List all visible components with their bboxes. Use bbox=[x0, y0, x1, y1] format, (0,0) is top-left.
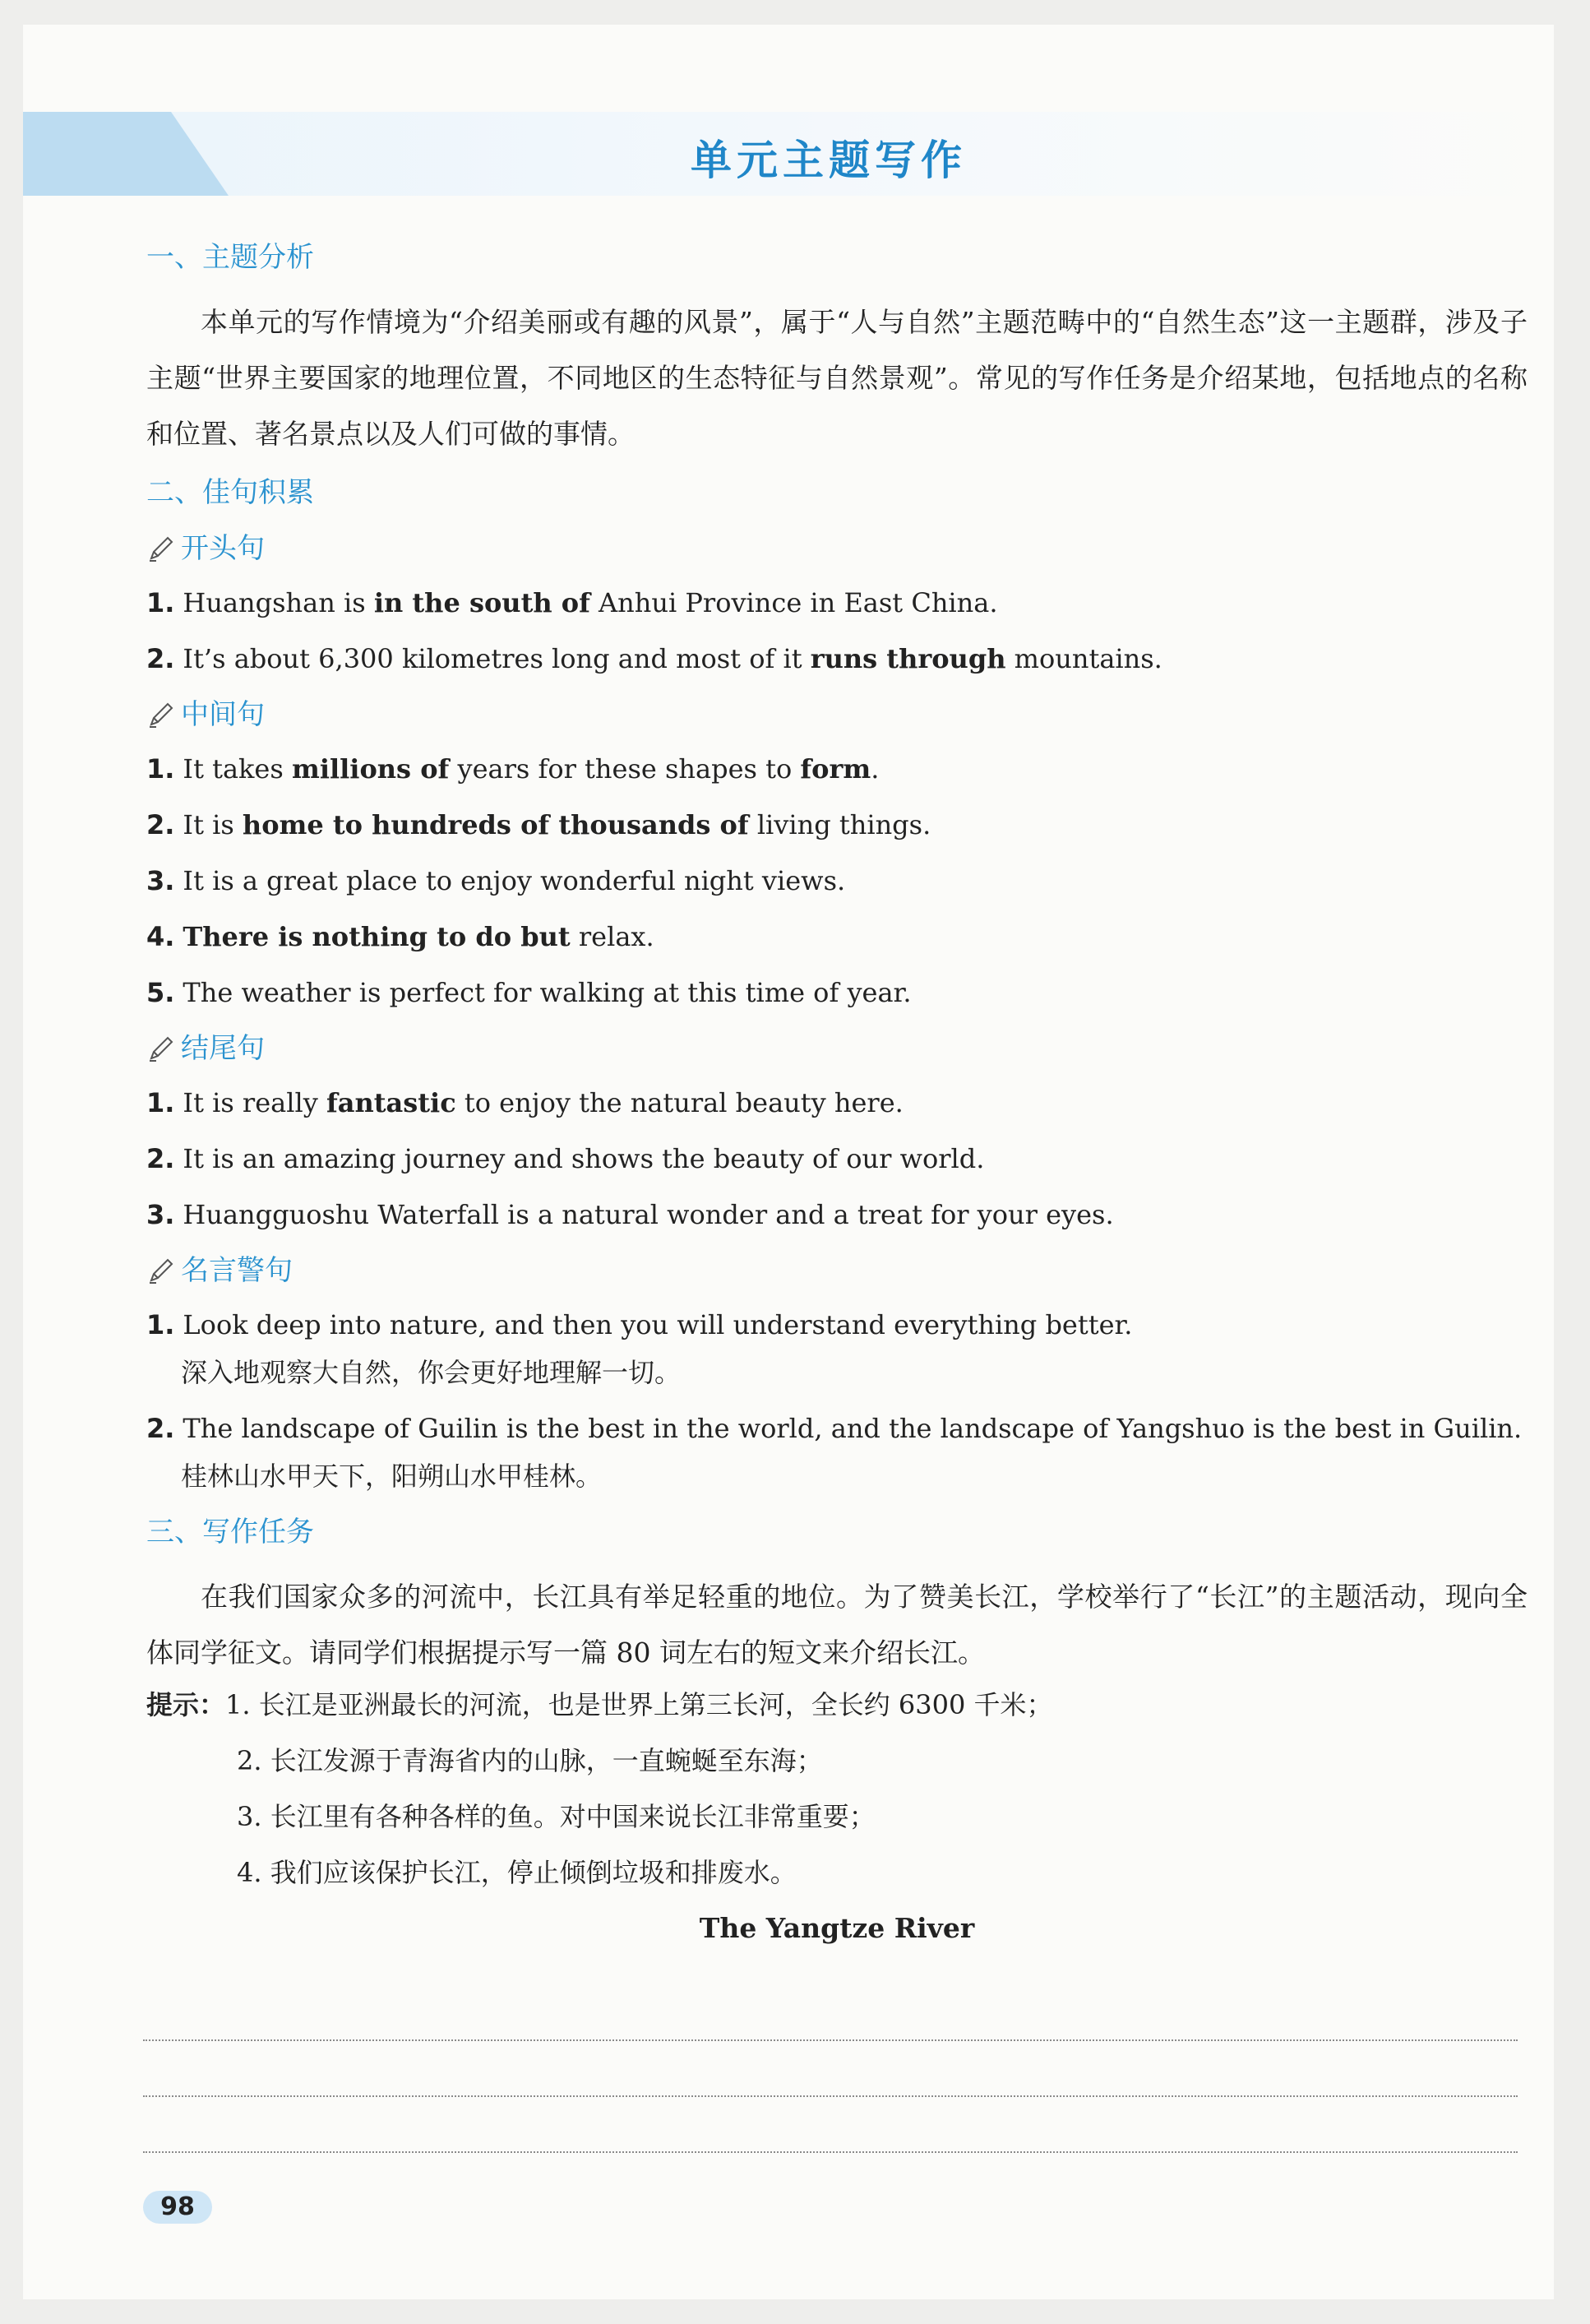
answer-line[interactable] bbox=[143, 2095, 1518, 2097]
middle-sentence-2: 2. It is home to hundreds of thousands of living things. bbox=[146, 809, 931, 840]
section-heading-theme-analysis: 一、主题分析 bbox=[146, 241, 314, 274]
essay-title: The Yangtze River bbox=[699, 1912, 975, 1944]
quote-1: 1. Look deep into nature, and then you will understand everything better. bbox=[146, 1309, 1133, 1340]
ending-sentence-2: 2. It is an amazing journey and shows the beauty of our world. bbox=[146, 1143, 985, 1174]
pencil-icon bbox=[146, 534, 176, 563]
quote-2: 2. The landscape of Guilin is the best in the world, and the landscape of Yangshuo is the best in Guilin. bbox=[146, 1413, 1523, 1444]
middle-sentence-3: 3. It is a great place to enjoy wonderful night views. bbox=[146, 865, 846, 896]
hint-3: 3. 长江里有各种各样的鱼。对中国来说长江非常重要； bbox=[237, 1801, 876, 1832]
answer-line[interactable] bbox=[143, 2151, 1518, 2153]
opening-sentence-1: 1. Huangshan is in the south of Anhui Province in East China. bbox=[146, 587, 998, 618]
subheading-ending bbox=[146, 1030, 1528, 1067]
pencil-icon bbox=[146, 1256, 176, 1285]
subheading-quotes-label: 名言警句 bbox=[181, 1254, 293, 1287]
subheading-opening-label: 开头句 bbox=[181, 532, 265, 565]
middle-sentence-4: 4. There is nothing to do but relax. bbox=[146, 921, 654, 952]
page-title: 单元主题写作 bbox=[691, 137, 967, 184]
content bbox=[146, 238, 1528, 1947]
quote-1-translation: 深入地观察大自然，你会更好地理解一切。 bbox=[181, 1357, 682, 1388]
answer-line[interactable] bbox=[143, 2039, 1518, 2041]
subheading-middle bbox=[146, 696, 1528, 734]
middle-sentence-5: 5. The weather is perfect for walking at this time of year. bbox=[146, 977, 912, 1008]
hint-2: 2. 长江发源于青海省内的山脉，一直蜿蜒至东海； bbox=[237, 1745, 823, 1776]
section-heading-writing-task: 三、写作任务 bbox=[146, 1516, 314, 1549]
hint-1: 提示：1. 长江是亚洲最长的河流，也是世界上第三长河，全长约 6300 千米； bbox=[146, 1689, 1053, 1720]
theme-analysis-paragraph: 本单元的写作情境为“介绍美丽或有趣的风景”，属于“人与自然”主题范畴中的“自然生态”这一主题群，涉及子主题“世界主要国家的地理位置，不同地区的生态特征与自然景观”。常见的写作任务是介绍某地，包括地点的名称和位置、著名景点以及人们可做的事情。 bbox=[146, 306, 1528, 450]
ending-sentence-3: 3. Huangguoshu Waterfall is a natural wonder and a treat for your eyes. bbox=[146, 1199, 1114, 1230]
hint-label: 提示： bbox=[146, 1689, 226, 1720]
subheading-quotes bbox=[146, 1252, 1528, 1289]
subheading-middle-label: 中间句 bbox=[181, 698, 265, 731]
opening-sentence-2: 2. It’s about 6,300 kilometres long and most of it runs through mountains. bbox=[146, 643, 1162, 674]
middle-sentence-1: 1. It takes millions of years for these shapes to form. bbox=[146, 753, 880, 785]
page-number: 98 bbox=[143, 2191, 212, 2224]
writing-task-paragraph: 在我们国家众多的河流中，长江具有举足轻重的地位。为了赞美长江，学校举行了“长江”的主题活动，现向全体同学征文。请同学们根据提示写一篇 80 词左右的短文来介绍长江。 bbox=[146, 1581, 1528, 1669]
pencil-icon bbox=[146, 1034, 176, 1063]
section-heading-sentences: 二、佳句积累 bbox=[146, 476, 314, 509]
hint-4: 4. 我们应该保护长江，停止倾倒垃圾和排废水。 bbox=[237, 1857, 797, 1888]
quote-2-translation: 桂林山水甲天下，阳朔山水甲桂林。 bbox=[181, 1461, 603, 1492]
ending-sentence-1: 1. It is really fantastic to enjoy the natural beauty here. bbox=[146, 1087, 904, 1118]
subheading-ending-label: 结尾句 bbox=[181, 1032, 265, 1065]
subheading-opening bbox=[146, 530, 1528, 567]
pencil-icon bbox=[146, 700, 176, 729]
